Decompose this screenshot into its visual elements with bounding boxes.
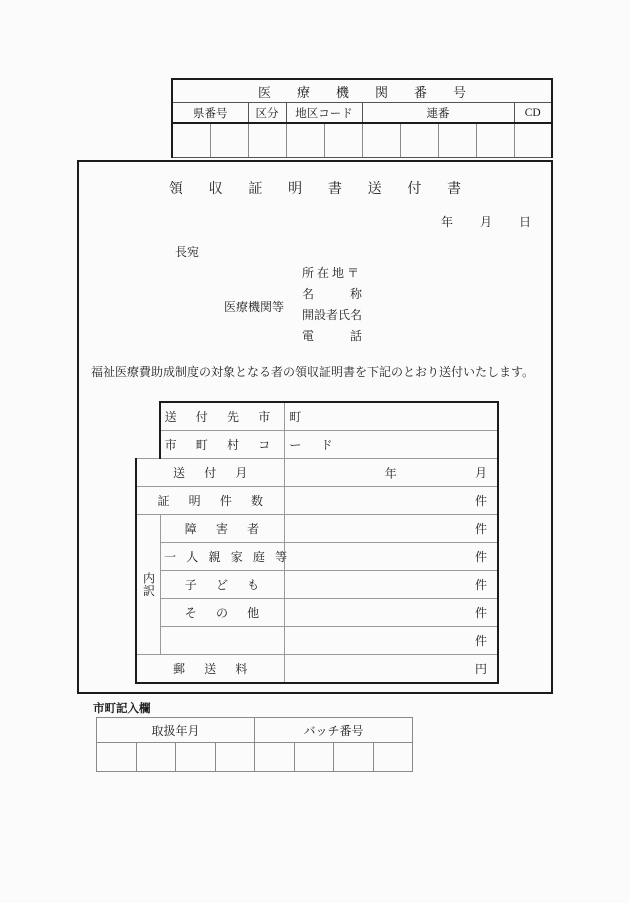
municipality-input-cell-3[interactable] bbox=[176, 743, 216, 772]
table-row-disabled bbox=[136, 515, 498, 543]
value-single-parent[interactable] bbox=[284, 543, 498, 571]
row-spacer-cell bbox=[136, 402, 160, 431]
value-children[interactable] bbox=[284, 571, 498, 599]
mi-input-cell-1[interactable] bbox=[172, 123, 210, 158]
single-parent-unit: 件 bbox=[474, 550, 487, 564]
submission-data-table bbox=[135, 401, 499, 684]
disabled-unit: 件 bbox=[474, 522, 487, 536]
label-postage: 郵 送 料 bbox=[136, 655, 284, 684]
medical-institution-number-table bbox=[171, 78, 553, 158]
blank-unit: 件 bbox=[474, 634, 487, 648]
table-row-blank bbox=[136, 627, 498, 655]
date-month-label: 月 bbox=[479, 215, 492, 229]
municipality-header-handling-date: 取扱年月 bbox=[97, 718, 255, 743]
submission-month-unit: 月 bbox=[474, 466, 487, 480]
value-disabled[interactable] bbox=[284, 515, 498, 543]
municipality-input-cell-7[interactable] bbox=[334, 743, 374, 772]
mi-col-header-kubun: 区分 bbox=[248, 103, 286, 124]
certificate-count-unit: 件 bbox=[474, 494, 487, 508]
institution-field-name: 名 称 bbox=[302, 287, 363, 301]
row-spacer-cell bbox=[136, 431, 160, 459]
value-other[interactable] bbox=[284, 599, 498, 627]
value-certificate-count[interactable] bbox=[284, 487, 498, 515]
label-breakdown: 内訳 bbox=[136, 515, 160, 655]
mi-title: 医 療 機 関 番 号 bbox=[172, 79, 552, 103]
table-row-children bbox=[136, 571, 498, 599]
mi-input-cell-6[interactable] bbox=[362, 123, 400, 158]
municipality-input-cell-5[interactable] bbox=[255, 743, 295, 772]
institution-field-address: 所 在 地 〒 bbox=[302, 266, 360, 280]
date-day-label: 日 bbox=[518, 215, 531, 229]
label-other: そ の 他 bbox=[160, 599, 284, 627]
mi-input-cell-4[interactable] bbox=[286, 123, 324, 158]
label-destination-city: 送 付 先 市 町 bbox=[160, 402, 284, 431]
document-title: 領 収 証 明 書 送 付 書 bbox=[168, 182, 468, 197]
mi-input-cell-8[interactable] bbox=[438, 123, 476, 158]
addressee-label: 長宛 bbox=[175, 245, 200, 259]
mi-input-cell-7[interactable] bbox=[400, 123, 438, 158]
value-submission-month[interactable] bbox=[284, 459, 498, 487]
mi-input-cell-10[interactable] bbox=[514, 123, 552, 158]
label-blank[interactable] bbox=[160, 627, 284, 655]
label-municipality-code: 市 町 村 コ ー ド bbox=[160, 431, 284, 459]
institution-field-founder-name: 開設者氏名 bbox=[302, 308, 363, 322]
municipality-input-cell-4[interactable] bbox=[215, 743, 255, 772]
municipality-header-batch-number: バッチ番号 bbox=[255, 718, 413, 743]
institution-fields bbox=[302, 263, 362, 347]
table-row-other bbox=[136, 599, 498, 627]
children-unit: 件 bbox=[474, 578, 487, 592]
mi-input-cell-5[interactable] bbox=[324, 123, 362, 158]
date-year-label: 年 bbox=[440, 215, 453, 229]
table-row-municipality-code bbox=[136, 431, 498, 459]
institution-label: 医療機関等 bbox=[224, 300, 285, 314]
municipality-entry-table bbox=[96, 717, 413, 772]
label-disabled: 障 害 者 bbox=[160, 515, 284, 543]
municipality-section-label: 市町記入欄 bbox=[93, 703, 151, 715]
mi-col-header-ken: 県番号 bbox=[172, 103, 248, 124]
date-line bbox=[441, 213, 531, 230]
label-certificate-count: 証 明 件 数 bbox=[136, 487, 284, 515]
municipality-input-cell-2[interactable] bbox=[136, 743, 176, 772]
value-destination-city[interactable] bbox=[284, 402, 498, 431]
mi-input-cell-3[interactable] bbox=[248, 123, 286, 158]
other-unit: 件 bbox=[474, 606, 487, 620]
table-row-submission-month bbox=[136, 459, 498, 487]
municipality-header-row bbox=[97, 718, 413, 743]
value-blank[interactable] bbox=[284, 627, 498, 655]
statement-text: 福祉医療費助成制度の対象となる者の領収証明書を下記のとおり送付いたします。 bbox=[91, 365, 535, 379]
label-single-parent: 一 人 親 家 庭 等 bbox=[160, 543, 284, 571]
label-submission-month: 送 付 月 bbox=[136, 459, 284, 487]
municipality-input-cell-8[interactable] bbox=[373, 743, 413, 772]
mi-input-row bbox=[172, 123, 552, 158]
municipality-input-row bbox=[97, 743, 413, 772]
mi-col-header-chiku-code: 地区コード bbox=[286, 103, 362, 124]
mi-header-row bbox=[172, 103, 552, 124]
submission-month-year-label: 年 bbox=[384, 466, 397, 480]
mi-title-row bbox=[172, 79, 552, 103]
mi-col-header-renban: 連番 bbox=[362, 103, 514, 124]
label-children: 子 ど も bbox=[160, 571, 284, 599]
table-row-single-parent bbox=[136, 543, 498, 571]
mi-input-cell-2[interactable] bbox=[210, 123, 248, 158]
postage-unit: 円 bbox=[474, 662, 487, 676]
table-row-postage bbox=[136, 655, 498, 684]
municipality-input-cell-1[interactable] bbox=[97, 743, 137, 772]
document-body-box bbox=[77, 160, 553, 694]
mi-input-cell-9[interactable] bbox=[476, 123, 514, 158]
municipality-input-cell-6[interactable] bbox=[294, 743, 334, 772]
mi-col-header-cd: CD bbox=[514, 103, 552, 124]
table-row-certificate-count bbox=[136, 487, 498, 515]
table-row-destination-city bbox=[136, 402, 498, 431]
institution-field-telephone: 電 話 bbox=[302, 329, 363, 343]
value-postage[interactable] bbox=[284, 655, 498, 684]
